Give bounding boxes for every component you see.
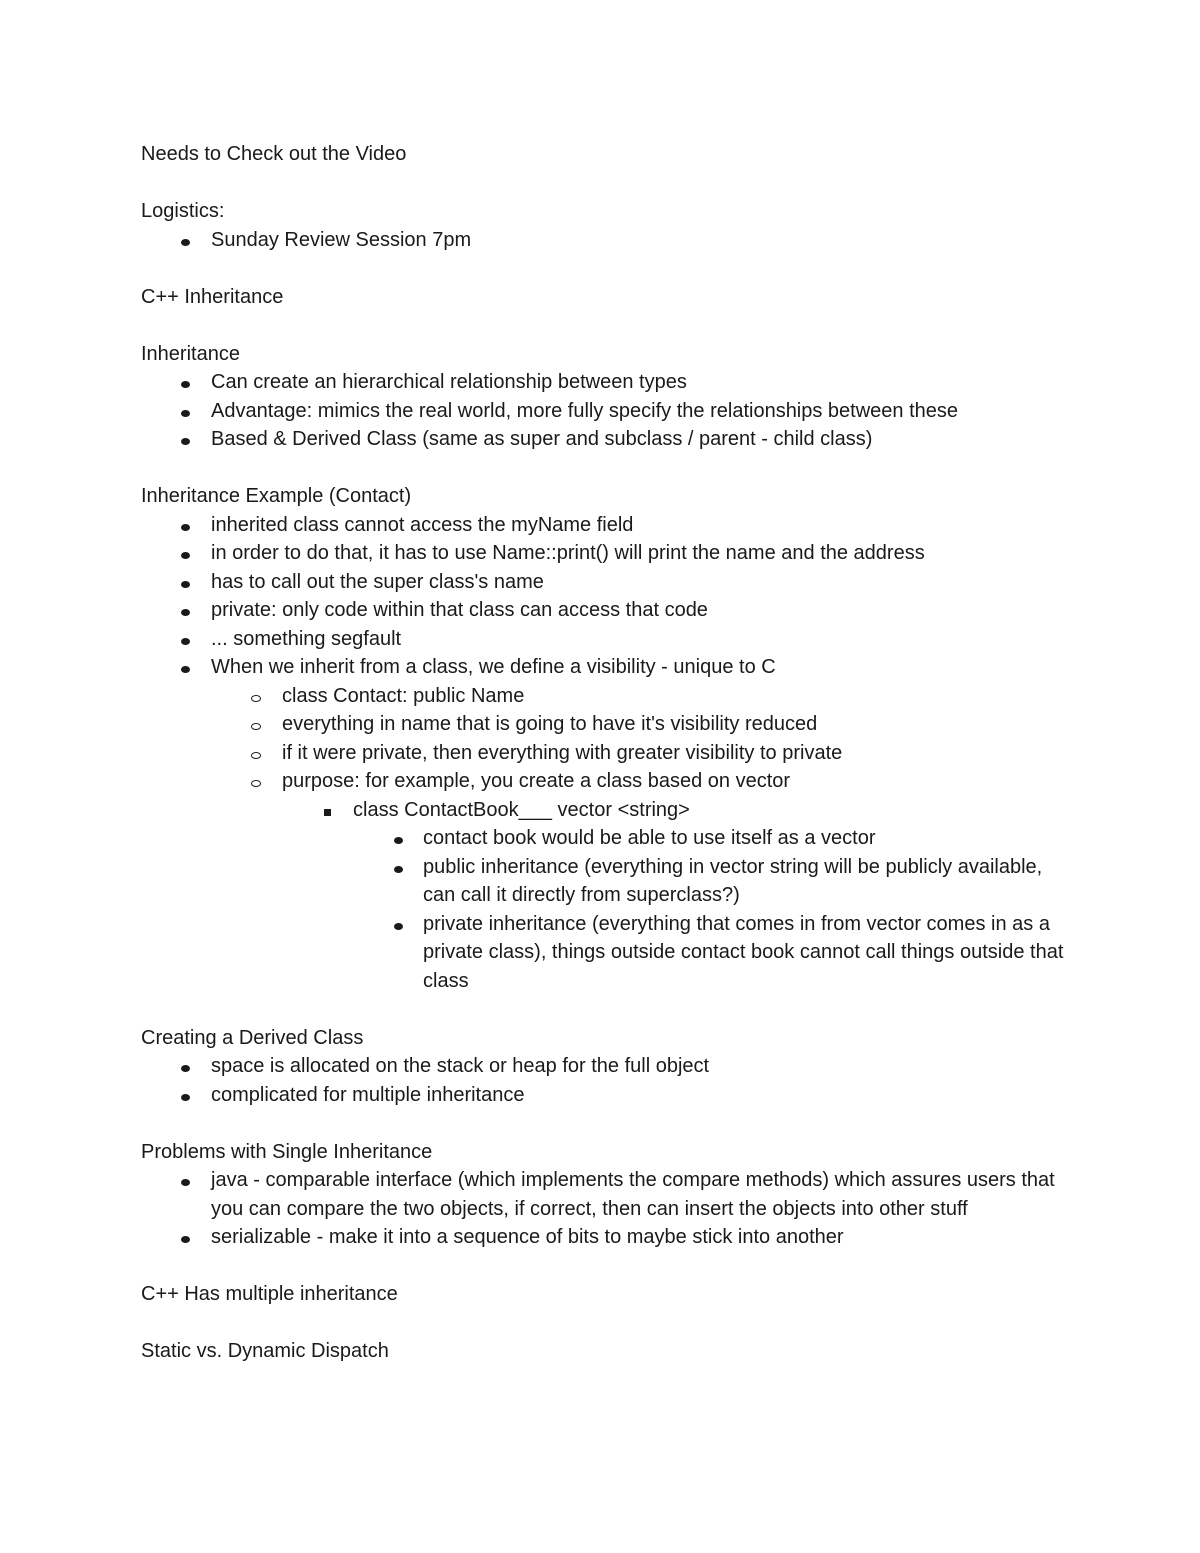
sub-list-item: class Contact: public Name bbox=[141, 682, 1071, 711]
bullet-dot-icon bbox=[181, 1094, 190, 1101]
list-item: space is allocated on the stack or heap for the full object bbox=[141, 1052, 1071, 1081]
bullet-circle-icon bbox=[251, 695, 261, 702]
bullet-circle-icon bbox=[251, 723, 261, 730]
level4-list-item: contact book would be able to use itself as a vector bbox=[141, 824, 1071, 853]
list-item: ... something segfault bbox=[141, 625, 1071, 654]
bullet-dot-icon bbox=[181, 239, 190, 246]
bullet-dot-icon bbox=[181, 666, 190, 673]
logistics-heading: Logistics: bbox=[141, 200, 225, 222]
bullet-dot-icon bbox=[181, 438, 190, 445]
bullet-dot-icon bbox=[181, 524, 190, 531]
bullet-dot-icon bbox=[181, 1236, 190, 1243]
bullet-dot-icon bbox=[394, 923, 403, 930]
bullet-dot-icon bbox=[394, 866, 403, 873]
bullet-dot-icon bbox=[181, 638, 190, 645]
section-heading-multiple: C++ Has multiple inheritance bbox=[141, 1283, 398, 1305]
list-item: private: only code within that class can access that code bbox=[141, 596, 1071, 625]
list-item: Advantage: mimics the real world, more fully specify the relationships between these bbox=[141, 397, 1071, 426]
list-item: complicated for multiple inheritance bbox=[141, 1081, 1071, 1110]
section-heading-derived: Creating a Derived Class bbox=[141, 1026, 364, 1049]
sub-list-item: if it were private, then everything with greater visibility to private bbox=[141, 739, 1071, 768]
list-item: Sunday Review Session 7pm bbox=[141, 226, 1071, 255]
list-item: Can create an hierarchical relationship between types bbox=[141, 368, 1071, 397]
bullet-dot-icon bbox=[181, 1065, 190, 1072]
section-heading-problems: Problems with Single Inheritance bbox=[141, 1140, 433, 1163]
list-item: java - comparable interface (which implements the compare methods) which assures users that you can compare the two objects, if correct, then can insert the objects into other stuff bbox=[141, 1166, 1071, 1223]
bullet-dot-icon bbox=[181, 1179, 190, 1186]
sub-list-item: purpose: for example, you create a class based on vector bbox=[141, 767, 1071, 796]
bullet-dot-icon bbox=[181, 581, 190, 588]
section-heading-inheritance: Inheritance bbox=[141, 342, 240, 365]
list-item: inherited class cannot access the myName field bbox=[141, 511, 1071, 540]
section-heading-example: Inheritance Example (Contact) bbox=[141, 485, 412, 507]
level4-list-item: private inheritance (everything that comes in from vector comes in as a private class), things outside contact book cannot call things outside that class bbox=[141, 910, 1071, 996]
section-heading-dispatch: Static vs. Dynamic Dispatch bbox=[141, 1340, 389, 1362]
bullet-square-icon bbox=[324, 809, 331, 816]
bullet-dot-icon bbox=[181, 609, 190, 616]
section-heading-cpp-inheritance: C++ Inheritance bbox=[141, 285, 284, 308]
list-item: Based & Derived Class (same as super and subclass / parent - child class) bbox=[141, 425, 1071, 454]
list-item: in order to do that, it has to use Name::print() will print the name and the address bbox=[141, 539, 1071, 568]
list-item: When we inherit from a class, we define a visibility - unique to C bbox=[141, 653, 1071, 682]
bullet-dot-icon bbox=[181, 410, 190, 417]
page-title: Needs to Check out the Video bbox=[141, 143, 407, 165]
level4-list-item: public inheritance (everything in vector string will be publicly available, can call it directly from superclass?) bbox=[141, 853, 1071, 910]
bullet-circle-icon bbox=[251, 752, 261, 759]
sub-list-item: everything in name that is going to have it's visibility reduced bbox=[141, 710, 1071, 739]
document-body bbox=[141, 140, 1071, 1366]
sub-sub-list-item: class ContactBook___ vector <string> bbox=[141, 796, 1071, 825]
bullet-dot-icon bbox=[181, 552, 190, 559]
list-item: has to call out the super class's name bbox=[141, 568, 1071, 597]
bullet-dot-icon bbox=[181, 381, 190, 388]
bullet-circle-icon bbox=[251, 780, 261, 787]
bullet-dot-icon bbox=[394, 837, 403, 844]
list-item: serializable - make it into a sequence of bits to maybe stick into another bbox=[141, 1223, 1071, 1252]
